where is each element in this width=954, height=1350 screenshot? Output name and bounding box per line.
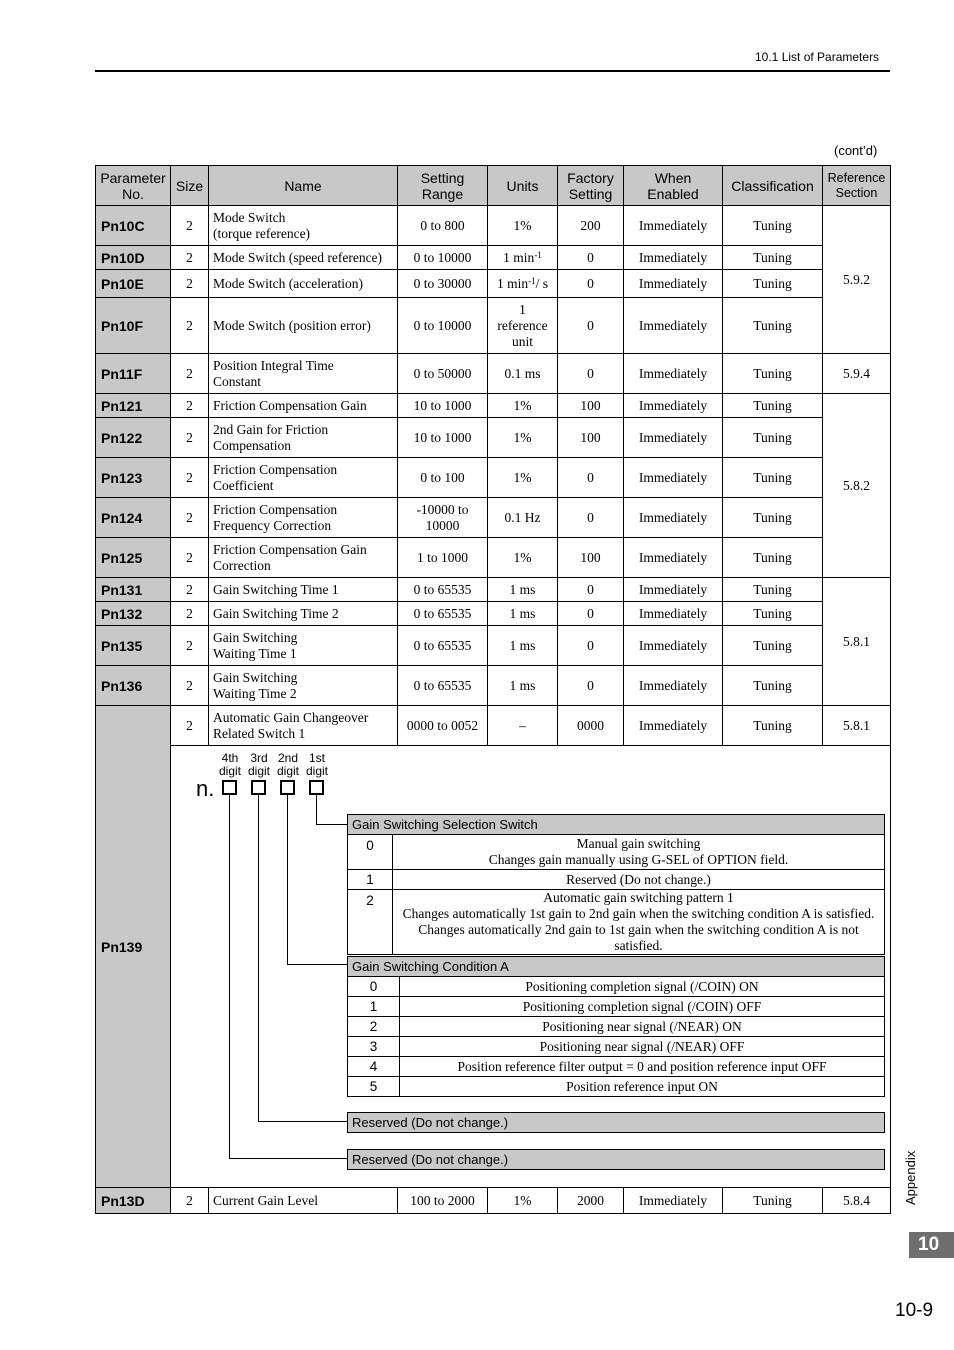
size-cell: 2 bbox=[171, 206, 209, 246]
digit-box-1st bbox=[309, 780, 324, 795]
units-cell: 0.1 ms bbox=[488, 354, 558, 394]
when-enabled-cell: Immediately bbox=[624, 1188, 723, 1214]
table-row bbox=[96, 498, 891, 538]
gain-switching-selection-title: Gain Switching Selection Switch bbox=[347, 814, 885, 835]
size-cell: 2 bbox=[171, 666, 209, 706]
when-enabled-cell: Immediately bbox=[624, 298, 723, 354]
param-no-cell: Pn121 bbox=[96, 394, 171, 418]
when-enabled-cell: Immediately bbox=[624, 458, 723, 498]
setting-range-cell: 0 to 65535 bbox=[398, 666, 488, 706]
classification-cell: Tuning bbox=[723, 394, 823, 418]
param-no-cell: Pn135 bbox=[96, 626, 171, 666]
classification-cell: Tuning bbox=[723, 270, 823, 298]
reference-section-cell: 5.9.2 bbox=[823, 206, 891, 354]
col-param-no: Parameter No. bbox=[96, 166, 171, 206]
classification-cell: Tuning bbox=[723, 354, 823, 394]
name-cell: Friction Compensation Coefficient bbox=[209, 458, 398, 498]
reference-section-cell: 5.8.2 bbox=[823, 394, 891, 578]
param-no-cell: Pn132 bbox=[96, 602, 171, 626]
table-row bbox=[96, 602, 891, 626]
connector-3rd bbox=[258, 795, 259, 1122]
col-factory-setting: Factory Setting bbox=[558, 166, 624, 206]
factory-setting-cell: 0 bbox=[558, 270, 624, 298]
connector-4th bbox=[229, 795, 230, 1159]
gain-switching-condition-table bbox=[347, 976, 885, 1097]
factory-setting-cell: 2000 bbox=[558, 1188, 624, 1214]
table-row bbox=[96, 458, 891, 498]
units-cell: 1% bbox=[488, 458, 558, 498]
size-cell: 2 bbox=[171, 394, 209, 418]
n-prefix: n. bbox=[196, 776, 215, 801]
name-cell: Mode Switch (acceleration) bbox=[209, 270, 398, 298]
connector-2nd bbox=[287, 795, 288, 965]
setting-range-cell: 0 to 65535 bbox=[398, 602, 488, 626]
units-cell: 1% bbox=[488, 418, 558, 458]
classification-cell: Tuning bbox=[723, 206, 823, 246]
classification-cell: Tuning bbox=[723, 298, 823, 354]
col-name: Name bbox=[209, 166, 398, 206]
col-units: Units bbox=[488, 166, 558, 206]
classification-cell: Tuning bbox=[723, 418, 823, 458]
size-cell: 2 bbox=[171, 458, 209, 498]
list-item: 1 Positioning completion signal (/COIN) OFF bbox=[348, 997, 885, 1017]
digit-label-3rd: 3rd digit bbox=[247, 751, 270, 778]
pn139-digit-diagram bbox=[171, 746, 890, 1187]
setting-range-cell: -10000 to 10000 bbox=[398, 498, 488, 538]
classification-cell: Tuning bbox=[723, 246, 823, 270]
units-cell: 1% bbox=[488, 1188, 558, 1214]
units-cell: 0.1 Hz bbox=[488, 498, 558, 538]
name-cell: Friction Compensation Gain Correction bbox=[209, 538, 398, 578]
reference-section-cell: 5.8.1 bbox=[823, 578, 891, 706]
when-enabled-cell: Immediately bbox=[624, 270, 723, 298]
gain-switching-condition-title: Gain Switching Condition A bbox=[347, 956, 885, 977]
setting-range-cell: 0 to 65535 bbox=[398, 626, 488, 666]
factory-setting-cell: 100 bbox=[558, 418, 624, 458]
header-rule bbox=[95, 70, 890, 72]
factory-setting-cell: 100 bbox=[558, 394, 624, 418]
when-enabled-cell: Immediately bbox=[624, 206, 723, 246]
chapter-number-tab: 10 bbox=[909, 1232, 954, 1258]
running-header: 10.1 List of Parameters bbox=[755, 50, 880, 64]
connector-1st-h bbox=[316, 824, 348, 825]
connector-3rd-h bbox=[258, 1121, 348, 1122]
size-cell: 2 bbox=[171, 246, 209, 270]
classification-cell: Tuning bbox=[723, 602, 823, 626]
reference-section-cell: 5.9.4 bbox=[823, 354, 891, 394]
setting-range-cell: 0000 to 0052 bbox=[398, 706, 488, 746]
classification-cell: Tuning bbox=[723, 1188, 823, 1214]
when-enabled-cell: Immediately bbox=[624, 498, 723, 538]
continued-label: (cont’d) bbox=[834, 143, 878, 158]
digit-box-4th bbox=[222, 780, 237, 795]
table-row bbox=[96, 578, 891, 602]
units-cell: 1 ms bbox=[488, 578, 558, 602]
param-no-cell: Pn10D bbox=[96, 246, 171, 270]
factory-setting-cell: 0 bbox=[558, 498, 624, 538]
setting-range-cell: 0 to 30000 bbox=[398, 270, 488, 298]
size-cell: 2 bbox=[171, 626, 209, 666]
when-enabled-cell: Immediately bbox=[624, 578, 723, 602]
when-enabled-cell: Immediately bbox=[624, 626, 723, 666]
size-cell: 2 bbox=[171, 354, 209, 394]
list-item: 3 Positioning near signal (/NEAR) OFF bbox=[348, 1037, 885, 1057]
col-size: Size bbox=[171, 166, 209, 206]
classification-cell: Tuning bbox=[723, 578, 823, 602]
name-cell: Automatic Gain Changeover Related Switch 1 bbox=[209, 706, 398, 746]
table-header-row bbox=[96, 166, 891, 206]
digit-label-2nd: 2nd digit bbox=[276, 751, 299, 778]
table-row bbox=[96, 418, 891, 458]
digit-label-1st: 1st digit bbox=[305, 751, 328, 778]
col-reference: Reference Section bbox=[823, 166, 891, 206]
list-item: 0 Positioning completion signal (/COIN) ON bbox=[348, 977, 885, 997]
units-cell: – bbox=[488, 706, 558, 746]
table-row bbox=[96, 666, 891, 706]
name-cell: 2nd Gain for Friction Compensation bbox=[209, 418, 398, 458]
connector-4th-h bbox=[229, 1158, 348, 1159]
factory-setting-cell: 100 bbox=[558, 538, 624, 578]
name-cell: Mode Switch (torque reference) bbox=[209, 206, 398, 246]
list-item: 2 Positioning near signal (/NEAR) ON bbox=[348, 1017, 885, 1037]
table-row bbox=[96, 706, 891, 746]
size-cell: 2 bbox=[171, 498, 209, 538]
units-cell: 1 ms bbox=[488, 626, 558, 666]
name-cell: Mode Switch (position error) bbox=[209, 298, 398, 354]
col-setting-range: Setting Range bbox=[398, 166, 488, 206]
classification-cell: Tuning bbox=[723, 458, 823, 498]
connector-2nd-h bbox=[287, 964, 348, 965]
classification-cell: Tuning bbox=[723, 666, 823, 706]
param-no-cell: Pn139 bbox=[96, 706, 171, 1188]
size-cell: 2 bbox=[171, 270, 209, 298]
when-enabled-cell: Immediately bbox=[624, 394, 723, 418]
param-no-cell: Pn136 bbox=[96, 666, 171, 706]
parameter-table bbox=[95, 165, 891, 1214]
units-cell: 1% bbox=[488, 394, 558, 418]
size-cell: 2 bbox=[171, 538, 209, 578]
classification-cell: Tuning bbox=[723, 538, 823, 578]
table-row bbox=[96, 538, 891, 578]
name-cell: Position Integral Time Constant bbox=[209, 354, 398, 394]
digit-box-3rd bbox=[251, 780, 266, 795]
when-enabled-cell: Immediately bbox=[624, 538, 723, 578]
param-no-cell: Pn13D bbox=[96, 1188, 171, 1214]
factory-setting-cell: 200 bbox=[558, 206, 624, 246]
connector-1st bbox=[316, 795, 317, 825]
classification-cell: Tuning bbox=[723, 626, 823, 666]
param-no-cell: Pn131 bbox=[96, 578, 171, 602]
col-when-enabled: When Enabled bbox=[624, 166, 723, 206]
digit-box-2nd bbox=[280, 780, 295, 795]
page-number: 10-9 bbox=[895, 1300, 934, 1321]
units-cell: 1% bbox=[488, 538, 558, 578]
param-no-cell: Pn124 bbox=[96, 498, 171, 538]
size-cell: 2 bbox=[171, 578, 209, 602]
size-cell: 2 bbox=[171, 418, 209, 458]
setting-range-cell: 0 to 10000 bbox=[398, 298, 488, 354]
setting-range-cell: 1 to 1000 bbox=[398, 538, 488, 578]
setting-range-cell: 0 to 800 bbox=[398, 206, 488, 246]
when-enabled-cell: Immediately bbox=[624, 666, 723, 706]
when-enabled-cell: Immediately bbox=[624, 602, 723, 626]
table-row bbox=[96, 394, 891, 418]
setting-range-cell: 10 to 1000 bbox=[398, 394, 488, 418]
units-cell: 1 $\min^{-1}/$ s bbox=[488, 270, 558, 298]
param-no-cell: Pn10F bbox=[96, 298, 171, 354]
digit-label-4th: 4th digit bbox=[218, 751, 241, 778]
param-no-cell: Pn10E bbox=[96, 270, 171, 298]
factory-setting-cell: 0 bbox=[558, 458, 624, 498]
table-row bbox=[96, 298, 891, 354]
factory-setting-cell: 0 bbox=[558, 246, 624, 270]
units-cell: 1 ms bbox=[488, 666, 558, 706]
name-cell: Current Gain Level bbox=[209, 1188, 398, 1214]
when-enabled-cell: Immediately bbox=[624, 706, 723, 746]
factory-setting-cell: 0 bbox=[558, 602, 624, 626]
table-row bbox=[96, 270, 891, 298]
name-cell: Mode Switch (speed reference) bbox=[209, 246, 398, 270]
param-no-cell: Pn122 bbox=[96, 418, 171, 458]
list-item: 5 Position reference input ON bbox=[348, 1077, 885, 1097]
pn139-detail-row bbox=[96, 746, 891, 1188]
size-cell: 2 bbox=[171, 706, 209, 746]
list-item: 4 Position reference filter output = 0 and position reference input OFF bbox=[348, 1057, 885, 1077]
units-cell: 1 $\min^{-1}$ bbox=[488, 246, 558, 270]
when-enabled-cell: Immediately bbox=[624, 354, 723, 394]
list-item: 2 Automatic gain switching pattern 1 Changes automatically 1st gain to 2nd gain when the switching condition A is satisfied. Changes automatically 2nd gain to 1st gain when the switching condition A is not satisfied. bbox=[348, 890, 885, 955]
name-cell: Friction Compensation Gain bbox=[209, 394, 398, 418]
name-cell: Gain Switching Waiting Time 1 bbox=[209, 626, 398, 666]
list-item: 0 Manual gain switching Changes gain manually using G-SEL of OPTION field. bbox=[348, 835, 885, 870]
reference-section-cell: 5.8.4 bbox=[823, 1188, 891, 1214]
setting-range-cell: 0 to 100 bbox=[398, 458, 488, 498]
side-tab-label: Appendix bbox=[903, 1150, 918, 1205]
when-enabled-cell: Immediately bbox=[624, 246, 723, 270]
param-no-cell: Pn125 bbox=[96, 538, 171, 578]
units-cell: 1 ms bbox=[488, 602, 558, 626]
units-cell: 1% bbox=[488, 206, 558, 246]
factory-setting-cell: 0000 bbox=[558, 706, 624, 746]
name-cell: Gain Switching Time 2 bbox=[209, 602, 398, 626]
setting-range-cell: 0 to 65535 bbox=[398, 578, 488, 602]
units-cell: 1 reference unit bbox=[488, 298, 558, 354]
size-cell: 2 bbox=[171, 1188, 209, 1214]
setting-range-cell: 0 to 50000 bbox=[398, 354, 488, 394]
reference-section-cell: 5.8.1 bbox=[823, 706, 891, 746]
table-row bbox=[96, 354, 891, 394]
name-cell: Gain Switching Waiting Time 2 bbox=[209, 666, 398, 706]
factory-setting-cell: 0 bbox=[558, 354, 624, 394]
gain-switching-selection-table bbox=[347, 834, 885, 955]
col-classification: Classification bbox=[723, 166, 823, 206]
size-cell: 2 bbox=[171, 602, 209, 626]
when-enabled-cell: Immediately bbox=[624, 418, 723, 458]
reserved-4th-digit: Reserved (Do not change.) bbox=[347, 1149, 885, 1170]
reserved-3rd-digit: Reserved (Do not change.) bbox=[347, 1112, 885, 1133]
size-cell: 2 bbox=[171, 298, 209, 354]
factory-setting-cell: 0 bbox=[558, 578, 624, 602]
table-row bbox=[96, 206, 891, 246]
param-no-cell: Pn10C bbox=[96, 206, 171, 246]
classification-cell: Tuning bbox=[723, 706, 823, 746]
param-no-cell: Pn123 bbox=[96, 458, 171, 498]
param-no-cell: Pn11F bbox=[96, 354, 171, 394]
setting-range-cell: 10 to 1000 bbox=[398, 418, 488, 458]
factory-setting-cell: 0 bbox=[558, 298, 624, 354]
table-row bbox=[96, 1188, 891, 1214]
factory-setting-cell: 0 bbox=[558, 626, 624, 666]
name-cell: Gain Switching Time 1 bbox=[209, 578, 398, 602]
factory-setting-cell: 0 bbox=[558, 666, 624, 706]
setting-range-cell: 100 to 2000 bbox=[398, 1188, 488, 1214]
pn139-detail-cell bbox=[171, 746, 891, 1188]
table-row bbox=[96, 246, 891, 270]
list-item: 1 Reserved (Do not change.) bbox=[348, 870, 885, 890]
setting-range-cell: 0 to 10000 bbox=[398, 246, 488, 270]
name-cell: Friction Compensation Frequency Correction bbox=[209, 498, 398, 538]
table-row bbox=[96, 626, 891, 666]
classification-cell: Tuning bbox=[723, 498, 823, 538]
